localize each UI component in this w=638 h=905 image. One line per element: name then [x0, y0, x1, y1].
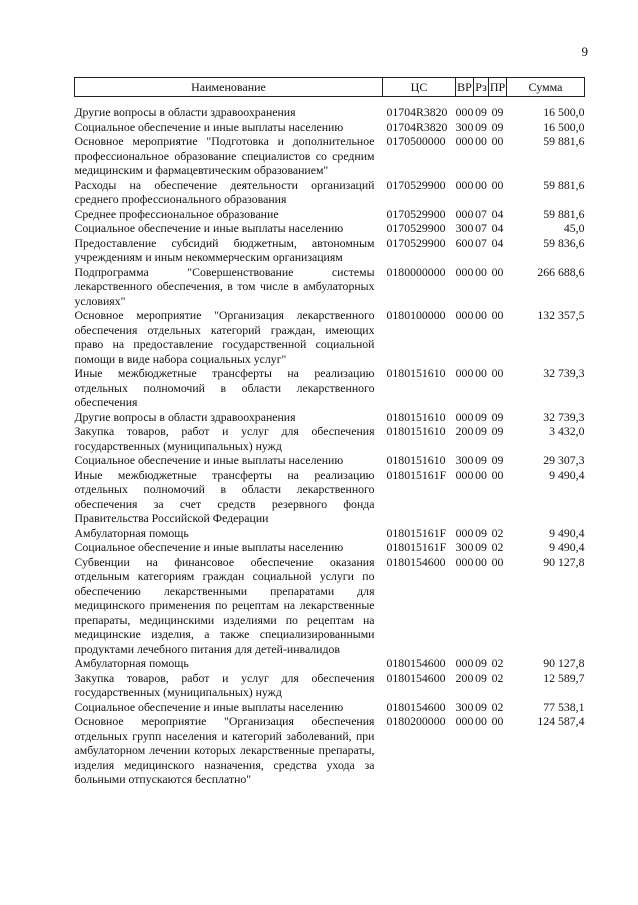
cell-pr: 04	[491, 235, 504, 250]
cell-vr: 000	[455, 308, 474, 322]
table-row	[75, 265, 585, 309]
cell-name: Социальное обеспечение и иные выплаты населению	[74, 119, 344, 134]
cell-name: Предоставление субсидий бюджетным, автономным учреждениям и иным некоммерческим организациям	[74, 235, 375, 264]
header-sum: Сумма	[507, 78, 585, 97]
header-rz: Рз	[474, 78, 489, 97]
table-row	[75, 221, 585, 236]
cell-vr: 000	[455, 409, 474, 424]
table-row	[75, 555, 585, 657]
cell-name: Субвенции на финансовое обеспечение оказания отдельным категориям граждан социальной услуги по обеспечению лекарственными препаратами для медицинского применения по рецептам на лекарственные препараты, медицинскими изделиями по рецептам на медицинские изделия, а также специализированными продуктами лечебного питания для детей-инвалидов	[74, 554, 375, 656]
cell-sum: 3 432,0	[549, 424, 585, 438]
cell-pr: 02	[491, 540, 504, 554]
cell-sum: 29 307,3	[543, 453, 585, 467]
cell-pr: 02	[491, 656, 504, 670]
cell-cs: 0180151610	[386, 366, 446, 380]
cell-name: Закупка товаров, работ и услуг для обеспечения государственных (муниципальных) нужд	[74, 670, 375, 699]
cell-vr: 300	[455, 119, 474, 134]
cell-cs: 0170500000	[386, 134, 446, 148]
cell-sum: 59 836,6	[543, 235, 585, 250]
cell-cs: 0180154600	[386, 656, 446, 670]
cell-sum: 90 127,8	[543, 656, 585, 670]
cell-vr: 000	[455, 366, 474, 380]
cell-cs: 01704R3820	[386, 105, 448, 119]
table-row	[75, 178, 585, 207]
cell-cs: 0180000000	[386, 264, 446, 279]
cell-vr: 300	[455, 540, 474, 554]
table-header-row	[75, 78, 585, 97]
table-row	[75, 410, 585, 425]
cell-pr: 00	[491, 467, 504, 482]
table-body	[75, 97, 585, 787]
cell-cs: 0180154600	[386, 554, 446, 569]
cell-rz: 09	[475, 105, 487, 119]
cell-vr: 200	[455, 670, 474, 685]
cell-rz: 09	[475, 656, 487, 670]
table-row	[75, 134, 585, 178]
cell-sum: 16 500,0	[543, 119, 585, 134]
cell-rz: 00	[475, 134, 487, 148]
table-row	[75, 207, 585, 222]
cell-vr: 300	[455, 699, 474, 714]
cell-pr: 00	[491, 308, 504, 322]
cell-cs: 018015161F	[386, 525, 447, 540]
header-vr: ВР	[456, 78, 474, 97]
cell-name: Другие вопросы в области здравоохранения	[74, 105, 296, 119]
budget-table	[74, 77, 585, 787]
cell-name: Основное мероприятие "Организация обеспечения отдельных групп населения и категорий заболеваний, при амбулаторном лечении которых лекарственные препараты, изделия медицинского назначения, средства ухода за больными отпускаются бесплатно"	[74, 714, 375, 786]
cell-name: Социальное обеспечение и иные выплаты населению	[74, 699, 344, 714]
cell-cs: 0170529900	[386, 235, 446, 250]
cell-vr: 000	[455, 177, 474, 192]
cell-sum: 59 881,6	[543, 177, 585, 192]
cell-cs: 0180100000	[386, 308, 446, 322]
cell-vr: 000	[455, 714, 474, 728]
cell-rz: 00	[475, 366, 487, 380]
cell-name: Другие вопросы в области здравоохранения	[74, 409, 296, 424]
cell-sum: 132 357,5	[537, 308, 585, 322]
cell-rz: 09	[475, 525, 487, 540]
cell-pr: 00	[491, 554, 504, 569]
cell-cs: 0180151610	[386, 424, 446, 438]
cell-name: Закупка товаров, работ и услуг для обеспечения государственных (муниципальных) нужд	[74, 424, 375, 453]
table-row	[75, 424, 585, 453]
cell-vr: 000	[455, 525, 474, 540]
cell-rz: 09	[475, 424, 487, 438]
cell-sum: 124 587,4	[537, 714, 585, 728]
cell-pr: 09	[491, 409, 504, 424]
table-row	[75, 714, 585, 787]
cell-cs: 0170529900	[386, 221, 446, 235]
cell-pr: 09	[491, 119, 504, 134]
cell-cs: 018015161F	[386, 540, 447, 554]
cell-vr: 000	[455, 105, 474, 119]
cell-rz: 09	[475, 119, 487, 134]
cell-cs: 01704R3820	[386, 119, 448, 134]
cell-pr: 04	[491, 206, 504, 221]
cell-rz: 07	[475, 235, 487, 250]
cell-sum: 59 881,6	[543, 206, 585, 221]
cell-pr: 02	[491, 525, 504, 540]
cell-name: Среднее профессиональное образование	[74, 206, 279, 221]
cell-rz: 00	[475, 177, 487, 192]
cell-name: Иные межбюджетные трансферты на реализацию отдельных полномочий в области лекарственного обеспечения	[74, 366, 375, 409]
cell-vr: 000	[455, 656, 474, 670]
cell-cs: 0180154600	[386, 670, 446, 685]
cell-pr: 09	[491, 424, 504, 438]
table-row	[75, 236, 585, 265]
cell-sum: 9 490,4	[549, 467, 585, 482]
cell-name: Иные межбюджетные трансферты на реализацию отдельных полномочий в области лекарственного обеспечения за счет средств резервного фонда Правительства Российской Федерации	[74, 467, 375, 525]
table-row	[75, 700, 585, 715]
header-name: Наименование	[75, 78, 383, 97]
cell-rz: 00	[475, 714, 487, 728]
cell-name: Основное мероприятие "Подготовка и дополнительное профессиональное образование специалистов со средним медицинским и фармацевтическим образованием"	[74, 134, 375, 177]
cell-cs: 0180154600	[386, 699, 446, 714]
table-row	[75, 671, 585, 700]
table-row	[75, 120, 585, 135]
cell-rz: 09	[475, 670, 487, 685]
cell-rz: 00	[475, 308, 487, 322]
cell-sum: 12 589,7	[543, 670, 585, 685]
cell-cs: 018015161F	[386, 467, 447, 482]
cell-pr: 09	[491, 105, 504, 119]
cell-vr: 000	[455, 206, 474, 221]
cell-name: Социальное обеспечение и иные выплаты населению	[74, 221, 344, 235]
cell-name: Амбулаторная помощь	[74, 525, 189, 540]
cell-sum: 9 490,4	[549, 540, 585, 554]
header-cs: ЦС	[383, 78, 456, 97]
cell-sum: 77 538,1	[543, 699, 585, 714]
header-pr: ПР	[489, 78, 507, 97]
cell-rz: 07	[475, 221, 487, 235]
cell-rz: 09	[475, 409, 487, 424]
cell-vr: 200	[455, 424, 474, 438]
cell-sum: 59 881,6	[543, 134, 585, 148]
cell-pr: 02	[491, 670, 504, 685]
cell-pr: 00	[491, 366, 504, 380]
cell-sum: 90 127,8	[543, 554, 585, 569]
table-row	[75, 540, 585, 555]
cell-pr: 00	[491, 134, 504, 148]
cell-sum: 32 739,3	[543, 366, 585, 380]
cell-sum: 266 688,6	[537, 264, 585, 279]
cell-vr: 000	[455, 554, 474, 569]
page-number: 9	[581, 44, 588, 59]
cell-rz: 00	[475, 554, 487, 569]
table-row	[75, 656, 585, 671]
cell-vr: 000	[455, 467, 474, 482]
table-row	[75, 105, 585, 120]
table-row	[75, 308, 585, 366]
table-row	[75, 526, 585, 541]
cell-sum: 32 739,3	[543, 409, 585, 424]
cell-rz: 09	[475, 699, 487, 714]
cell-cs: 0180200000	[386, 714, 446, 728]
cell-rz: 07	[475, 206, 487, 221]
cell-sum: 45,0	[563, 221, 585, 235]
cell-cs: 0170529900	[386, 177, 446, 192]
cell-pr: 00	[491, 264, 504, 279]
cell-pr: 09	[491, 453, 504, 467]
table-row	[75, 468, 585, 526]
table-row	[75, 366, 585, 410]
cell-name: Социальное обеспечение и иные выплаты населению	[74, 540, 344, 554]
cell-name: Подпрограмма "Совершенствование системы лекарственного обеспечения, в том числе в амбулаторных условиях"	[74, 264, 375, 308]
cell-name: Основное мероприятие "Организация лекарственного обеспечения отдельных категорий граждан, имеющих право на предоставление государственной социальной помощи в виде набора социальных услуг"	[74, 308, 375, 366]
table-row	[75, 453, 585, 468]
cell-rz: 09	[475, 453, 487, 467]
cell-vr: 000	[455, 134, 474, 148]
cell-cs: 0170529900	[386, 206, 446, 221]
cell-cs: 0180151610	[386, 453, 446, 467]
cell-sum: 9 490,4	[549, 525, 585, 540]
cell-vr: 300	[455, 453, 474, 467]
cell-sum: 16 500,0	[543, 105, 585, 119]
header-gap	[75, 97, 585, 106]
cell-pr: 00	[491, 177, 504, 192]
cell-vr: 600	[455, 235, 474, 250]
cell-vr: 300	[455, 221, 474, 235]
cell-rz: 09	[475, 540, 487, 554]
cell-rz: 00	[475, 264, 487, 279]
cell-pr: 00	[491, 714, 504, 728]
cell-vr: 000	[455, 264, 474, 279]
cell-cs: 0180151610	[386, 409, 446, 424]
cell-name: Расходы на обеспечение деятельности организаций среднего профессионального образования	[74, 177, 375, 206]
cell-pr: 04	[491, 221, 504, 235]
cell-pr: 02	[491, 699, 504, 714]
cell-name: Социальное обеспечение и иные выплаты населению	[74, 453, 344, 467]
cell-rz: 00	[475, 467, 487, 482]
cell-name: Амбулаторная помощь	[74, 656, 189, 670]
